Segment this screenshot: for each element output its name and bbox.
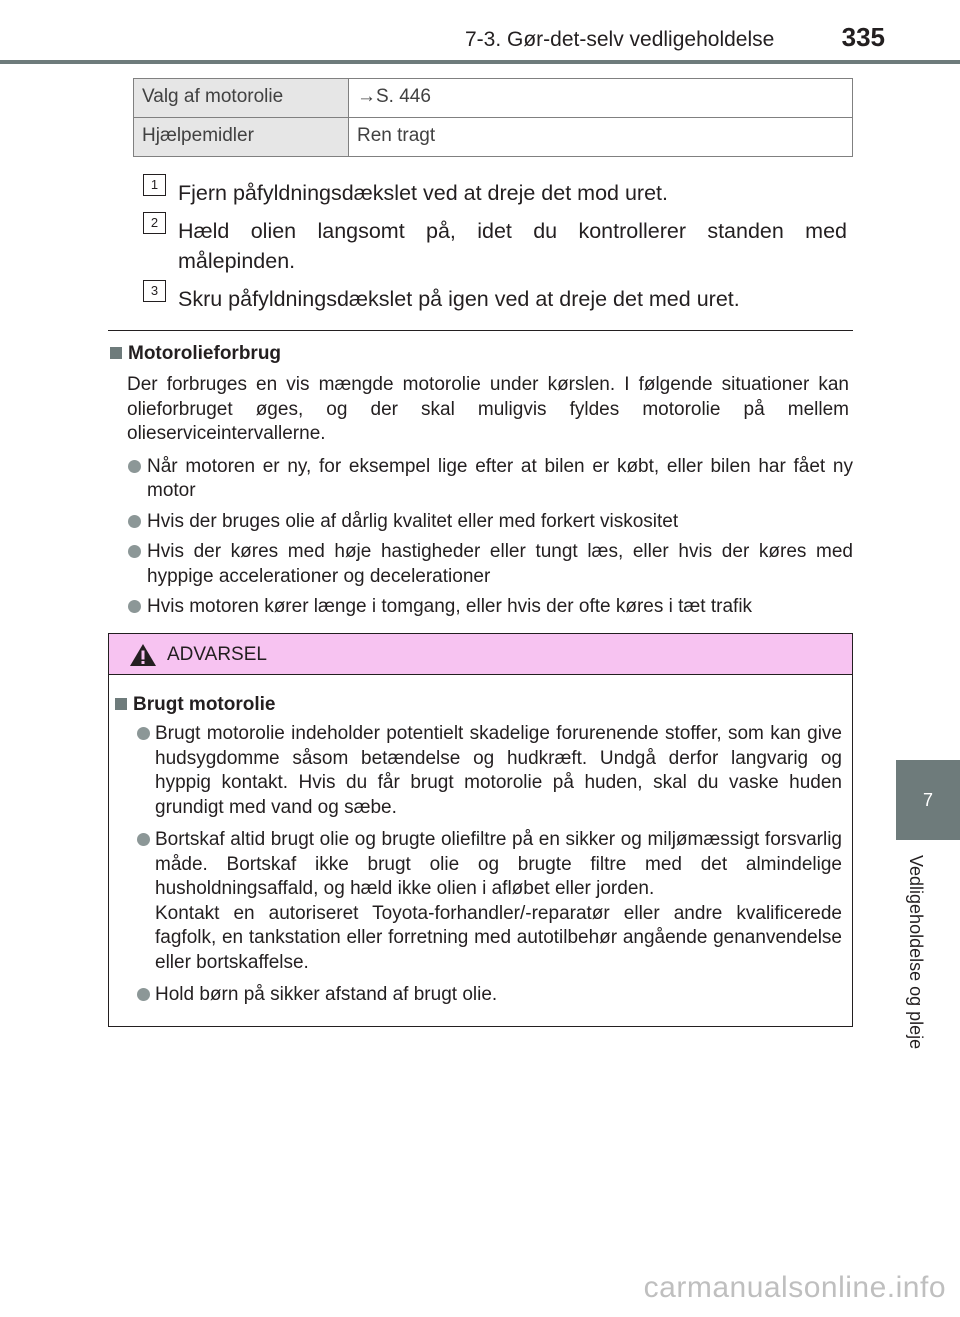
chapter-side-label <box>880 855 944 1070</box>
list-item <box>115 983 842 1008</box>
square-bullet-icon <box>110 347 122 359</box>
bullet-dot-icon <box>128 545 141 558</box>
chapter-tab: 7 <box>896 760 960 840</box>
table-cell-label: Valg af motorolie <box>134 79 349 118</box>
page-number: 335 <box>841 22 885 52</box>
list-item-text: Hvis der køres med høje hastigheder eller tungt læs, eller hvis der køres med hyppige accelerationer og decelerationer <box>147 541 853 587</box>
bullet-dot-icon <box>128 515 141 528</box>
step-text: Fjern påfyldningsdækslet ved at dreje det mod uret. <box>178 181 668 205</box>
step-text: Skru påfyldningsdækslet på igen ved at dreje det med uret. <box>178 287 740 311</box>
list-item-text: Kontakt en autoriseret Toyota-forhandler/-reparatør eller andre kvalificerede fagfolk, en tankstation eller forretning med autotilbehør angående genanvendelse eller bortskaffelse. <box>155 902 842 973</box>
table-cell-label: Hjælpemidler <box>134 118 349 157</box>
bullet-dot-icon <box>137 833 150 846</box>
warning-heading-text: Brugt motorolie <box>133 694 276 715</box>
section-intro: Der forbruges en vis mængde motorolie under kørslen. I følgende situationer kan olieforbruget øges, og der skal muligvis fyldes motorolie på mellem olieserviceintervallerne. <box>127 374 849 444</box>
table-row <box>134 79 853 118</box>
warning-heading <box>115 694 842 716</box>
chapter-side-label-text: Vedligeholdelse og pleje <box>906 855 926 1050</box>
warning-header <box>109 634 852 675</box>
list-item-text: Bortskaf altid brugt olie og brugte oliefiltre på en sikker og miljømæssigt forsvarlig måde. Bortskaf ikke brugt olie og brugte filtre med det almindelige husholdningsaffald, og hæld ikke olien i afløbet eller jorden. <box>155 829 842 899</box>
list-item-text: Når motoren er ny, for eksempel lige efter at bilen er købt, eller bilen har fået ny motor <box>147 455 853 501</box>
list-item-text: Hvis der bruges olie af dårlig kvalitet eller med forkert viskositet <box>147 510 679 532</box>
spec-table <box>133 78 853 157</box>
list-item-text: Hold børn på sikker afstand af brugt olie. <box>155 984 498 1005</box>
section-title: 7-3. Gør-det-selv vedligeholdelse <box>465 28 775 51</box>
step-item <box>143 284 847 314</box>
step-number: 3 <box>143 280 166 302</box>
list-item <box>110 455 853 504</box>
step-number: 1 <box>143 174 166 196</box>
table-cell-value: →S. 446 <box>349 79 853 118</box>
section-heading-text: Motorolieforbrug <box>128 343 282 364</box>
step-list <box>143 178 847 322</box>
step-item <box>143 178 847 208</box>
list-item <box>110 595 853 620</box>
bullet-dot-icon <box>137 727 150 740</box>
list-item <box>110 510 853 535</box>
step-text: Hæld olien langsomt på, idet du kontrollerer standen med målepinden. <box>178 219 847 273</box>
step-item <box>143 216 847 276</box>
warning-box <box>108 633 853 1027</box>
warning-title: ADVARSEL <box>167 644 267 665</box>
section-divider <box>108 330 853 331</box>
table-row <box>134 118 853 157</box>
bullet-dot-icon <box>137 988 150 1001</box>
step-number: 2 <box>143 212 166 234</box>
warning-triangle-icon <box>129 643 157 667</box>
bullet-dot-icon <box>128 600 141 613</box>
list-item <box>110 540 853 589</box>
header-rule <box>0 60 960 64</box>
table-cell-value: Ren tragt <box>349 118 853 157</box>
square-bullet-icon <box>115 698 127 710</box>
list-item-text: Hvis motoren kører længe i tomgang, eller hvis der ofte køres i tæt trafik <box>147 596 753 617</box>
watermark: carmanualsonline.info <box>643 1271 946 1304</box>
bullet-dot-icon <box>128 460 141 473</box>
list-item-text: Brugt motorolie indeholder potentielt skadelige forurenende stoffer, som kan give hudsygdomme såsom betændelse og hudkræft. Undgå derfor langvarig og hyppig kontakt. Hvis du får brugt motorolie på huden, skal du vaske huden grundigt med vand og sæbe. <box>155 723 842 818</box>
oil-consumption-section <box>110 343 853 626</box>
list-item <box>115 722 842 820</box>
list-item <box>115 828 842 975</box>
section-heading <box>110 343 853 365</box>
warning-body <box>109 675 852 1008</box>
